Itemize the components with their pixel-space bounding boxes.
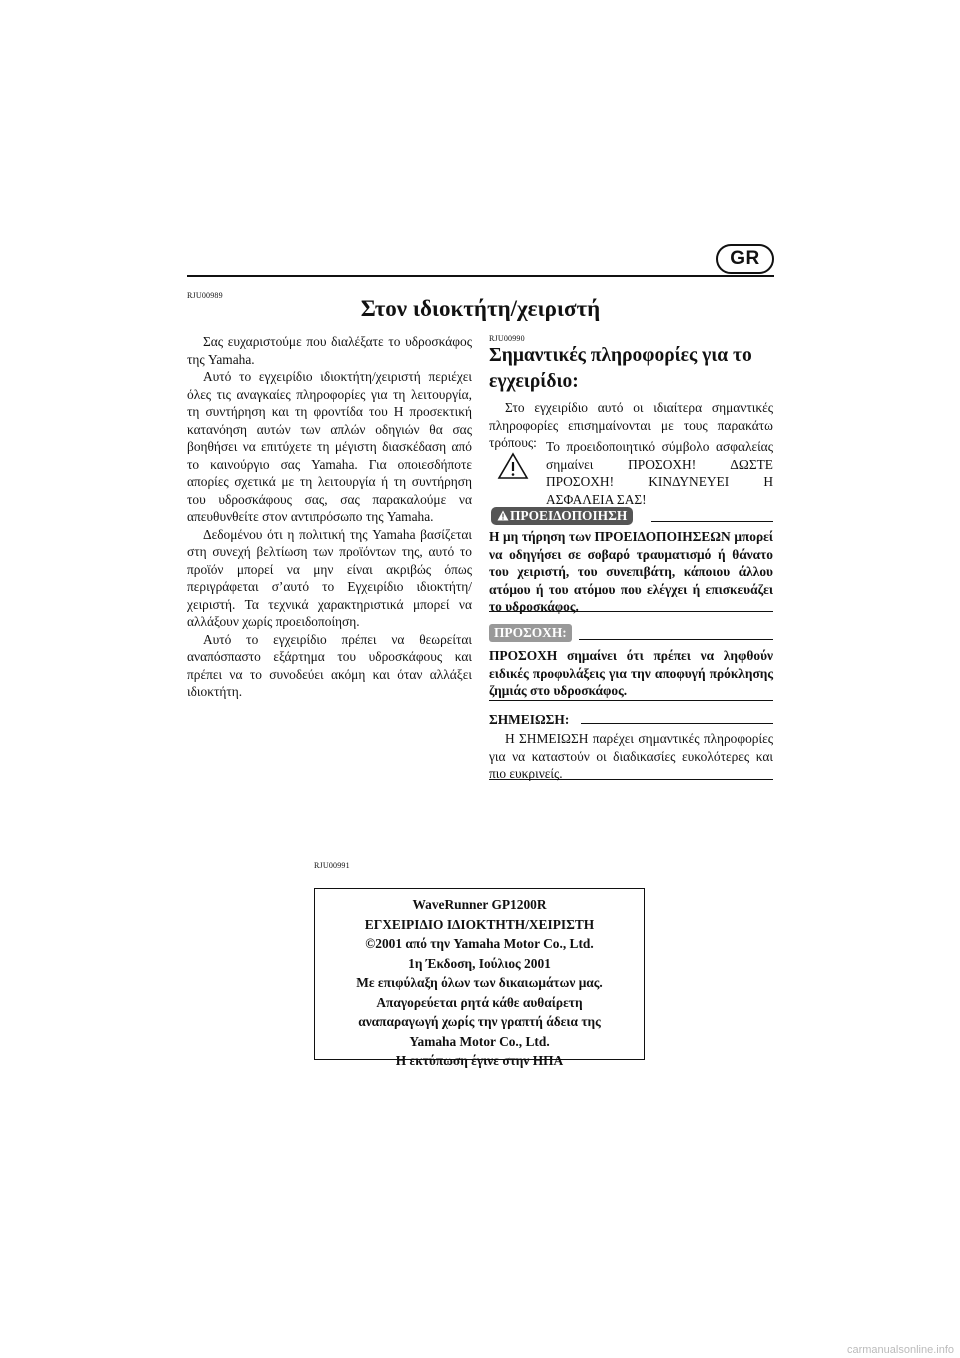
warning-icon <box>497 510 509 521</box>
heading-line: εγχειρίδιο: <box>489 371 579 392</box>
note-label: ΣΗΜΕΙΩΣΗ: <box>489 712 570 727</box>
label-rule <box>651 521 773 522</box>
warning-label-text: ΠΡΟΕΙΔΟΠΟΙΗΣΗ <box>510 508 628 523</box>
publication-info-box <box>314 888 645 1068</box>
warning-header <box>491 507 773 525</box>
note-end-rule <box>489 779 773 780</box>
paragraph: Αυτό το εγχειρίδιο ιδιοκτήτη/χειριστή περιέχει όλες τις αναγκαίες πληροφορίες για τη λειτουργία, τη συντήρηση και τη φροντίδα του Η προσεκτική κατανόηση αυτών των απλών οδηγιών θα σας βοηθήσει να επιτύχετε τη μέγιστη διασκέδαση από το καινούργιο σας Yamaha. Για οποιεσδήποτε απορίες σχετικά με τη λειτουργία ή τη συντήρηση του υδροσκάφους σας, σας παρακαλούμε να απευθυνθείτε στον αντιπρόσωπο της Yamaha. <box>187 369 472 524</box>
info-line: ©2001 από την Yamaha Motor Co., Ltd. <box>365 936 594 951</box>
warning-end-rule <box>489 611 773 612</box>
note-header <box>489 711 773 729</box>
warning-text: Η μη τήρηση των ΠΡΟΕΙΔΟΠΟΙΗΣΕΩΝ μπορεί να οδηγήσει σε σοβαρό τραυματισμό ή θάνατο του χειριστή, του συνεπιβάτη, κάποιου άλλου ατόμου ή του ατόμου που ελέγχει ή επισκευάζει το υδροσκάφος. <box>489 529 773 614</box>
header-rule <box>187 275 774 277</box>
label-rule <box>581 723 773 724</box>
info-line: Η εκτύπωση έγινε στην ΗΠΑ <box>395 1053 564 1068</box>
info-line: ΕΓΧΕΙΡΙΔΙΟ ΙΔΙΟΚΤΗΤΗ/ΧΕΙΡΙΣΤΗ <box>364 916 595 932</box>
caution-text: ΠΡΟΣΟΧΗ σημαίνει ότι πρέπει να ληφθούν ειδικές προφυλάξεις για την αποφυγή πρόκλησης ζημιάς στο υδροσκάφος. <box>489 648 773 698</box>
paragraph: Το προειδοποιητικό σύμβολο ασφαλείας σημαίνει ΠΡΟΣΟΧΗ! ΔΩΣΤΕ ΠΡΟΣΟΧΗ! ΚΙΝΔΥΝΕΥΕΙ Η ΑΣΦΑΛΕΙΑ ΣΑΣ! <box>546 439 773 507</box>
section-code-right: RJU00990 <box>489 334 525 343</box>
info-line: 1η Έκδοση, Ιούλιος 2001 <box>408 955 551 971</box>
info-line: Με επιφύλαξη όλων των δικαιωμάτων μας. <box>356 975 603 990</box>
info-line: Yamaha Motor Co., Ltd. <box>409 1033 550 1049</box>
paragraph: Σας ευχαριστούμε που διαλέξατε το υδροσκάφος της Yamaha. <box>187 334 472 367</box>
warning-label <box>491 507 633 525</box>
note-text <box>489 730 773 783</box>
section-code-bottom: RJU00991 <box>314 861 350 870</box>
caution-end-rule <box>489 700 773 701</box>
caution-label: ΠΡΟΣΟΧΗ: <box>489 624 572 642</box>
section-heading <box>489 343 779 395</box>
info-line: αναπαραγωγή χωρίς την γραπτή άδεια της <box>358 1014 601 1029</box>
warning-triangle-icon <box>497 452 529 480</box>
watermark: carmanualsonline.info <box>846 1344 954 1356</box>
label-rule <box>579 639 773 640</box>
caution-header <box>489 624 773 642</box>
paragraph: Δεδομένου ότι η πολιτική της Yamaha βασίζεται στη συνεχή βελτίωση των προϊόντων της, αυτό το προϊόν μπορεί να μην είναι ακριβώς όπως περιγράφεται σ’αυτό το Εγχειρίδιο ιδιοκτήτη/χειριστή. Τα τεχνικά χαρακτηριστικά μπορεί να αλλάξουν χωρίς προειδοποίηση. <box>187 526 472 629</box>
paragraph: Αυτό το εγχειρίδιο πρέπει να θεωρείται αναπόσπαστο εξάρτημα του υδροσκάφους και πρέπει να το συνοδεύει ακόμη και όταν αλλάξει ιδιοκτήτη. <box>187 631 472 699</box>
info-line: Απαγορεύεται ρητά κάθε αυθαίρετη <box>376 994 583 1010</box>
left-column <box>187 333 472 701</box>
page-title: Στον ιδιοκτήτη/χειριστή <box>360 296 601 321</box>
paragraph: Η ΣΗΜΕΙΩΣΗ παρέχει σημαντικές πληροφορίες για να καταστούν οι διαδικασίες ευκολότερες και πιο ευκρινείς. <box>489 731 773 781</box>
heading-line: Σημαντικές πληροφορίες για το <box>489 345 752 366</box>
section-code-left: RJU00989 <box>187 291 223 300</box>
symbol-description <box>546 438 773 508</box>
language-badge: GR <box>716 244 774 274</box>
paragraph: Στο εγχειρίδιο αυτό οι ιδιαίτερα σημαντικές πληροφορίες επισημαίνονται με τους παρακάτω τρόπους: <box>489 400 773 450</box>
info-line: WaveRunner GP1200R <box>412 897 547 912</box>
